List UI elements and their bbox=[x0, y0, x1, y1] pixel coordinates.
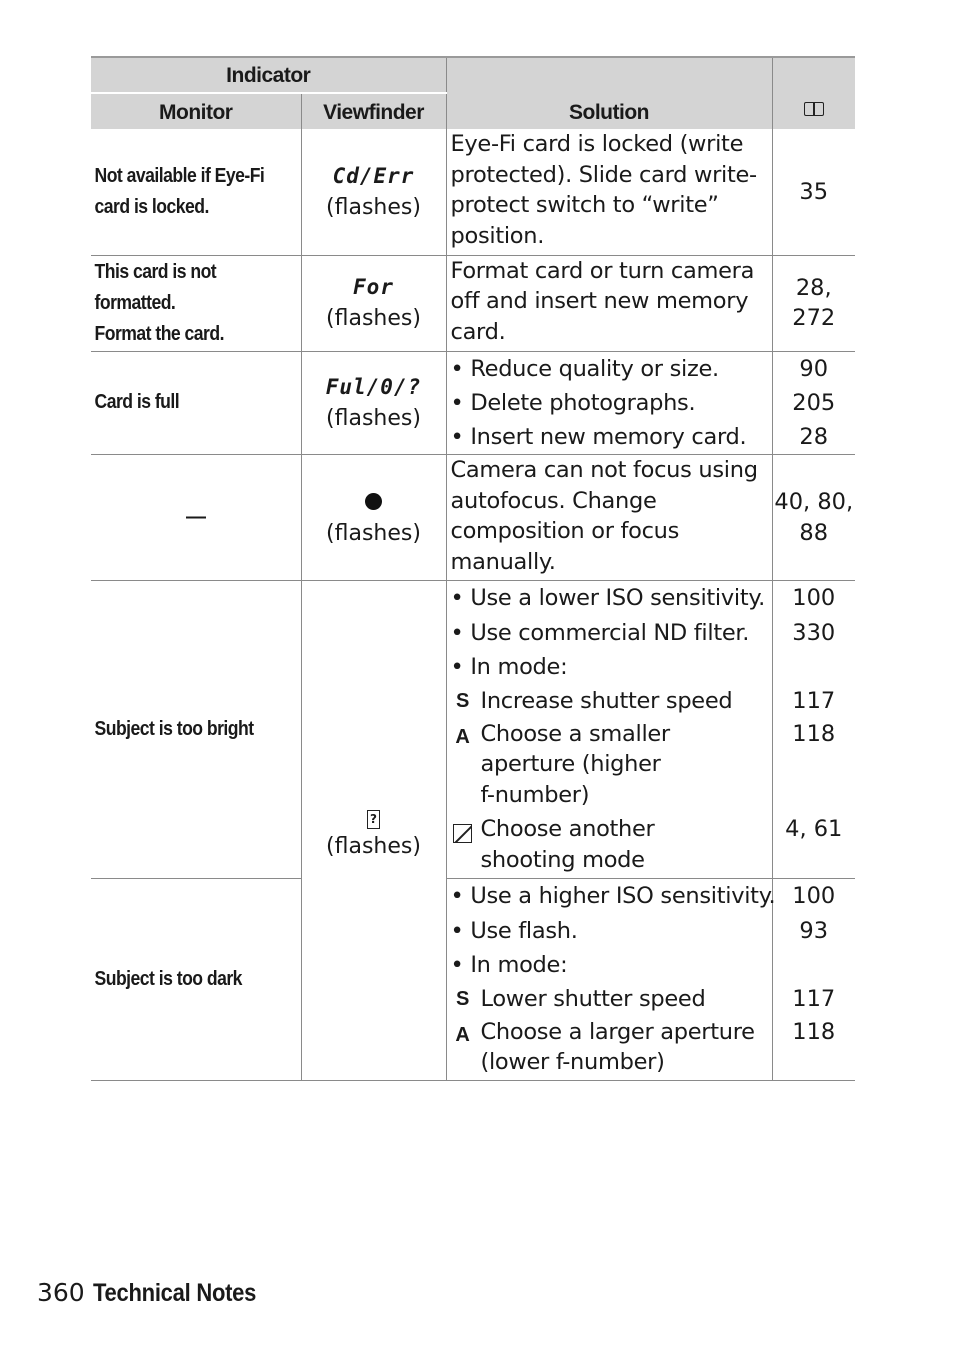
list-item: • Use a higher ISO sensitivity. bbox=[450, 883, 776, 910]
lcd-display: For bbox=[353, 275, 394, 299]
solution-text: Camera can not focus using autofocus. Change composition or focus manually. bbox=[446, 455, 772, 581]
lcd-display: Cd/Err bbox=[332, 163, 415, 188]
book-icon bbox=[804, 102, 824, 116]
viewfinder-indicator: (flashes) bbox=[301, 455, 446, 581]
solution-text: Eye-Fi card is locked (write protected). Slide card write- protect switch to “write” position. bbox=[446, 129, 772, 255]
viewfinder-indicator: For (flashes) bbox=[301, 255, 446, 351]
page-reference: 35 bbox=[772, 129, 855, 255]
list-item: • Reduce quality or size. bbox=[450, 355, 719, 382]
table-row bbox=[91, 879, 855, 1081]
monitor-message: — bbox=[91, 455, 301, 581]
lcd-display: Ful/0/? bbox=[325, 374, 422, 399]
table-row bbox=[91, 581, 855, 879]
monitor-message: This card is not formatted. Format the card. bbox=[91, 255, 276, 351]
page-reference: 100 93 117 118 bbox=[772, 879, 855, 1081]
page-reference-header bbox=[772, 57, 855, 129]
scene-mode-icon bbox=[453, 824, 472, 843]
viewfinder-header: Viewfinder bbox=[301, 93, 446, 129]
mode-item: A Choose a smaller aperture (higher f-number) bbox=[455, 720, 670, 808]
page-reference: 100 330 117 118 4, 61 bbox=[772, 581, 855, 879]
mode-item: S Lower shutter speed bbox=[455, 986, 706, 1013]
page-number: 360 bbox=[37, 1278, 85, 1307]
table-row bbox=[91, 129, 855, 255]
page-footer bbox=[37, 1278, 278, 1308]
solution-text: Format card or turn camera off and insert new memory card. bbox=[446, 255, 772, 351]
list-item: • Delete photographs. bbox=[450, 389, 696, 416]
list-item: • In mode: bbox=[450, 653, 568, 680]
troubleshooting-table bbox=[91, 56, 855, 1081]
solution-list bbox=[446, 581, 772, 879]
page-reference: 40, 80, 88 bbox=[772, 455, 855, 581]
page-reference: 90 205 28 bbox=[772, 351, 855, 455]
monitor-header: Monitor bbox=[91, 93, 301, 129]
table-row bbox=[91, 455, 855, 581]
focus-indicator-dot bbox=[365, 493, 382, 510]
mode-item: A Choose a larger aperture (lower f-number) bbox=[455, 1018, 755, 1076]
viewfinder-indicator: ? (flashes) bbox=[301, 581, 446, 1081]
table-row bbox=[91, 255, 855, 351]
list-item: • Use flash. bbox=[450, 917, 578, 944]
page-reference: 28, 272 bbox=[772, 255, 855, 351]
section-title: Technical Notes bbox=[92, 1279, 256, 1307]
list-item: • Use commercial ND filter. bbox=[450, 619, 750, 646]
indicator-header: Indicator bbox=[91, 57, 446, 93]
monitor-message: Not available if Eye-Fi card is locked. bbox=[91, 129, 276, 255]
monitor-message: Subject is too dark bbox=[91, 879, 276, 1081]
solution-list bbox=[446, 879, 776, 1081]
mode-item: S Increase shutter speed bbox=[455, 688, 733, 715]
list-item: • In mode: bbox=[450, 951, 568, 978]
list-item: • Use a lower ISO sensitivity. bbox=[450, 585, 766, 612]
monitor-message: Card is full bbox=[91, 351, 276, 455]
exposure-warning-icon: ? bbox=[367, 810, 380, 829]
solution-list bbox=[446, 351, 772, 455]
table-row bbox=[91, 351, 855, 455]
viewfinder-indicator: Cd/Err (flashes) bbox=[301, 129, 446, 255]
viewfinder-indicator: Ful/0/? (flashes) bbox=[301, 351, 446, 455]
solution-header: Solution bbox=[446, 57, 772, 129]
monitor-message: Subject is too bright bbox=[91, 581, 276, 879]
list-item: • Insert new memory card. bbox=[450, 424, 747, 451]
mode-item: Choose another shooting mode bbox=[451, 814, 772, 875]
